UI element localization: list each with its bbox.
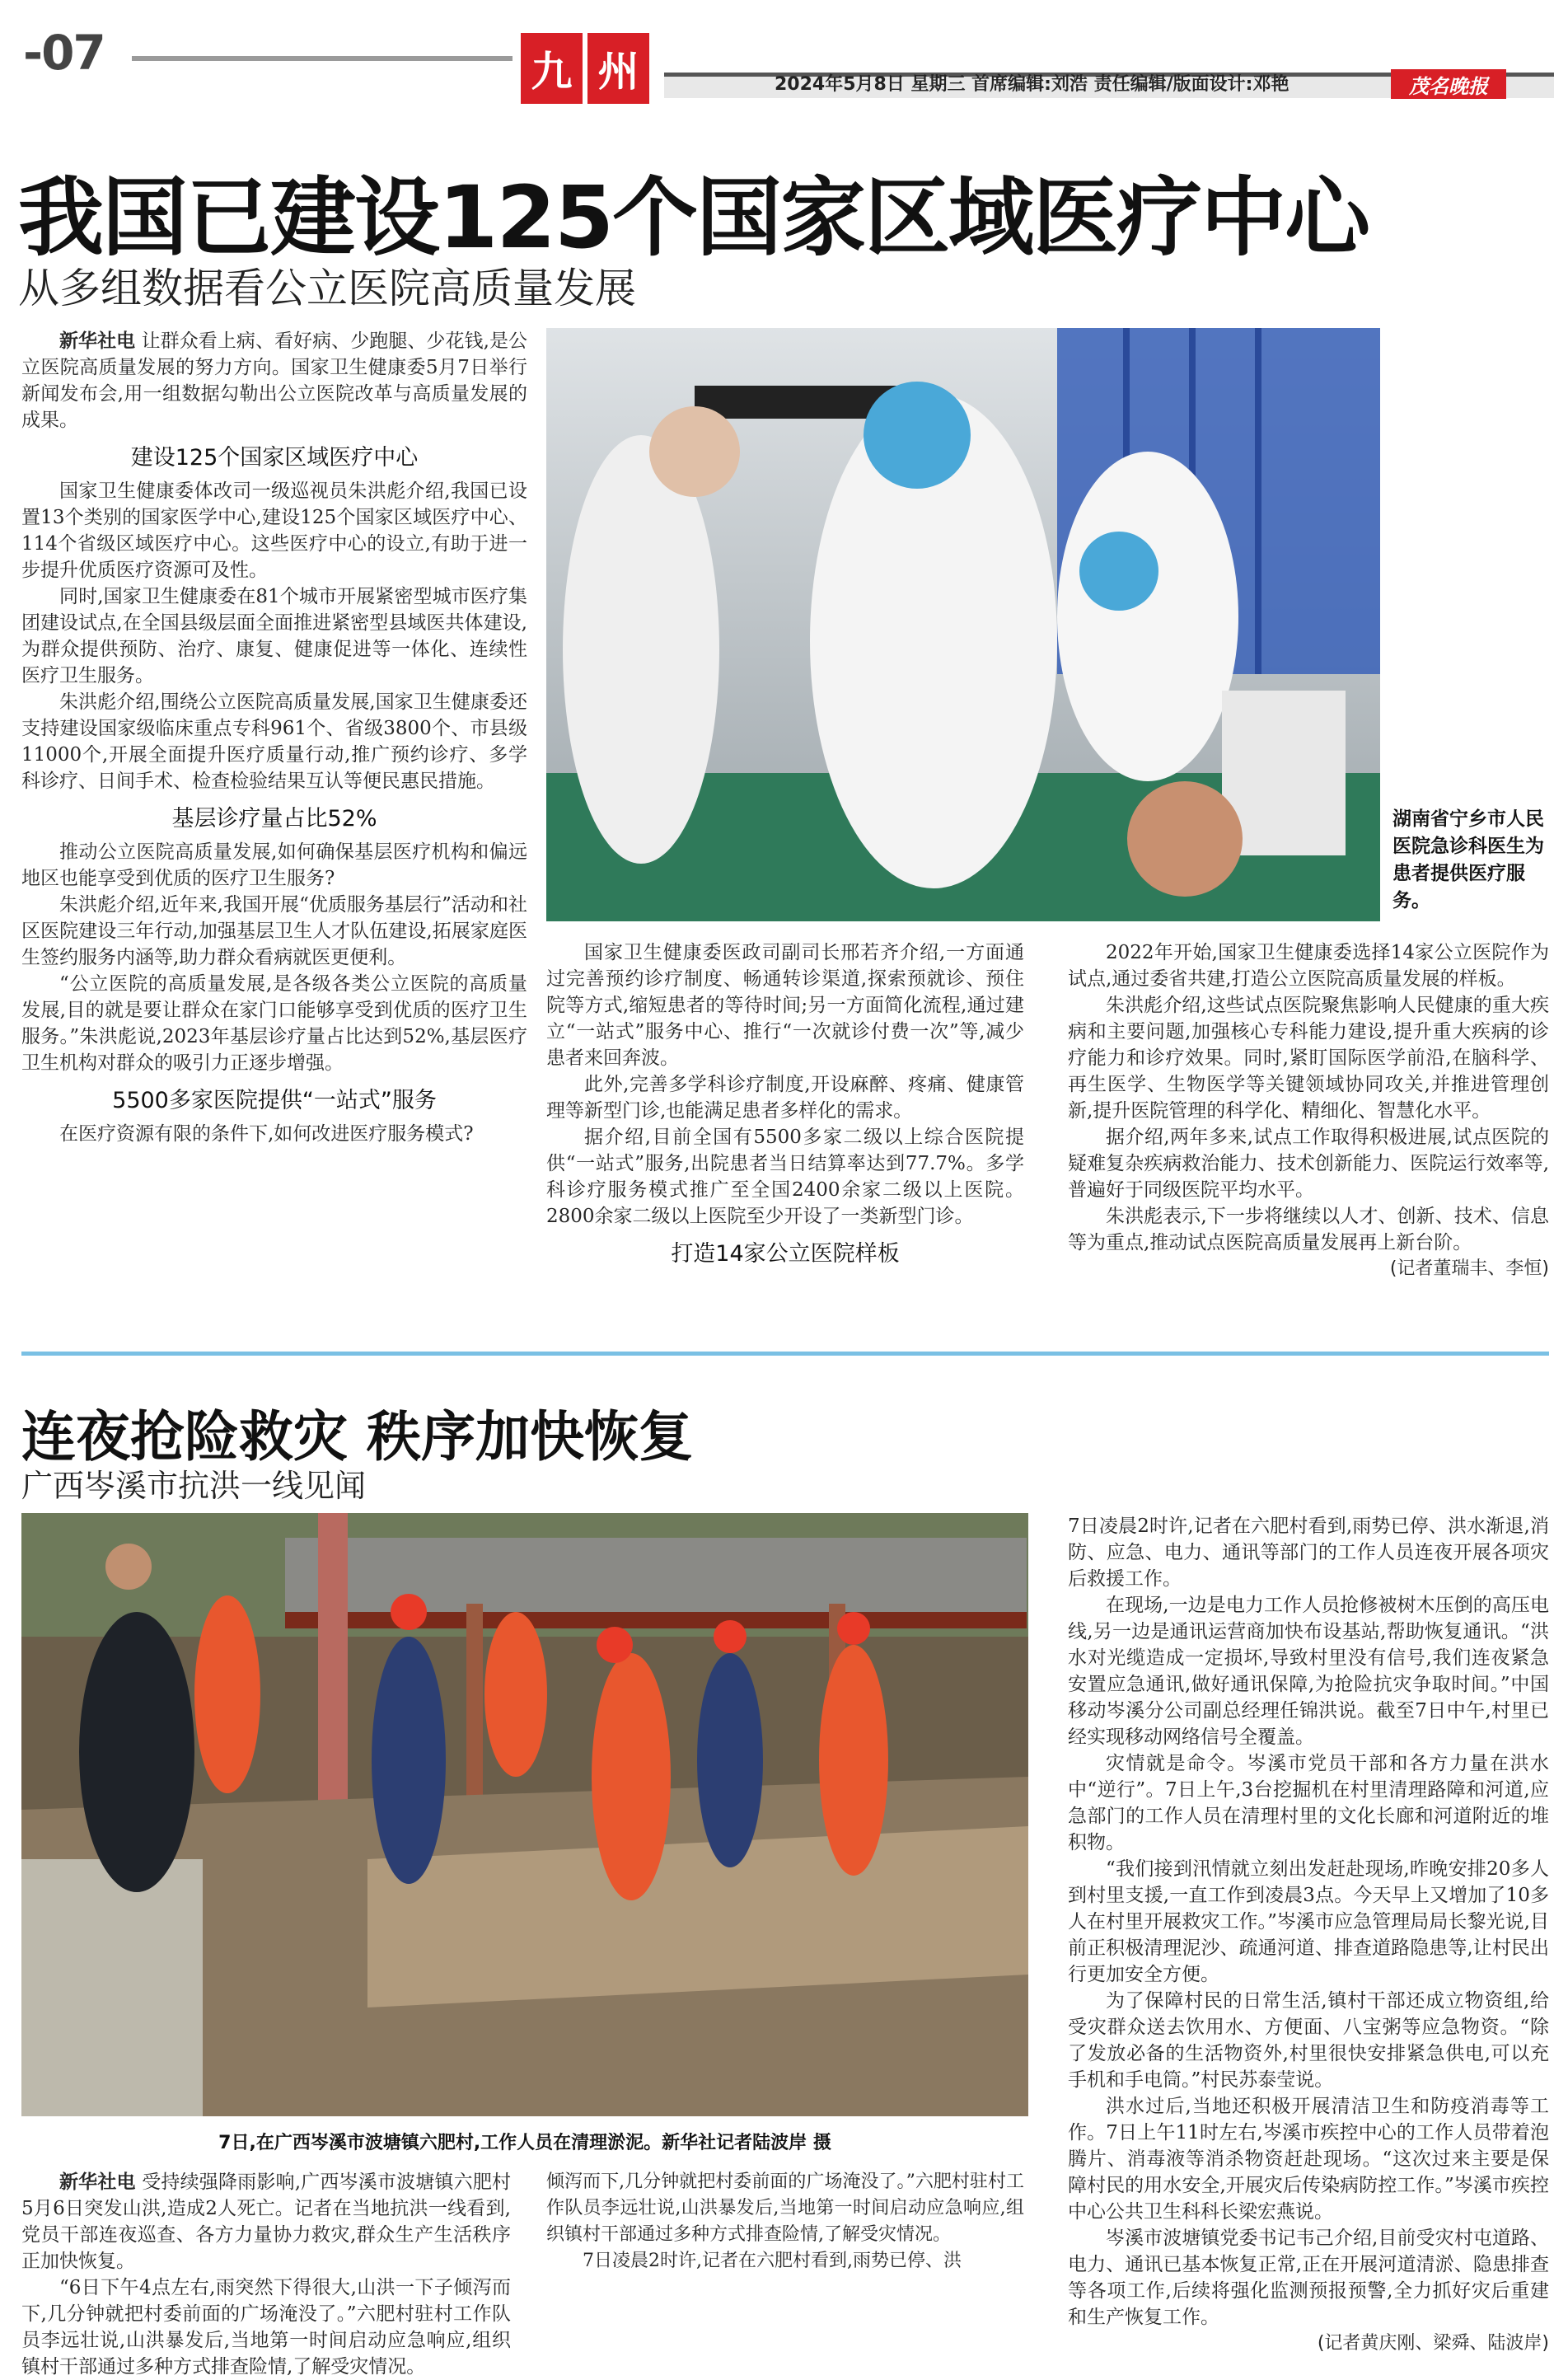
paragraph: 岑溪市波塘镇党委书记韦己介绍,目前受灾村屯道路、电力、通讯已基本恢复正常,正在开展河道清淤、隐患排查等各项工作,后续将强化监测预报预警,全力抓好灾后重建和生产恢复工作。 — [1068, 2228, 1549, 2328]
paragraph: 在医疗资源有限的条件下,如何改进医疗服务模式? — [59, 1123, 474, 1145]
paragraph: 此外,完善多学科诊疗制度,开设麻醉、疼痛、健康管理等新型门诊,也能满足患者多样化的需求。 — [546, 1074, 1024, 1122]
article2-lead-agency: 新华社电 — [59, 2172, 136, 2193]
article1-photo — [546, 328, 1380, 921]
article-divider — [21, 1352, 1549, 1356]
paragraph: 7日凌晨2时许,记者在六肥村看到,雨势已停、洪 — [583, 2251, 962, 2271]
article1-byline: (记者董瑞丰、李恒) — [1389, 1258, 1549, 1279]
article1-section4-title: 打造14家公立医院样板 — [671, 1241, 900, 1267]
paragraph: “6日下午4点左右,雨突然下得很大,山洪一下子倾泻而下,几分钟就把村委前面的广场淹没了。”六肥村驻村工作队员李远壮说,山洪暴发后,当地第一时间启动应急响应,组织镇村干部通过多种方式排查险情,了解受灾情况。 — [21, 2277, 511, 2378]
article1-photo-caption: 湖南省宁乡市人民医院急诊科医生为患者提供医疗服务。 — [1392, 808, 1544, 911]
paragraph: “我们接到汛情就立刻出发赶赴现场,昨晚安排20多人到村里支援,一直工作到凌晨3点。今天早上又增加了10多人在村里开展救灾工作。”岑溪市应急管理局局长黎光说,目前正积极清理泥沙、疏通河道、排查道路隐患等,让村民出行更加安全方便。 — [1068, 1858, 1549, 1985]
paragraph: 国家卫生健康委医政司副司长邢若齐介绍,一方面通过完善预约诊疗制度、畅通转诊渠道,探索预就诊、预住院等方式,缩短患者的等待时间;另一方面简化流程,通过建立“一站式”服务中心、推行“一次就诊付费一次”等,减少患者来回奔波。 — [546, 942, 1024, 1069]
flood-cleanup-scene-image — [21, 1513, 1028, 2116]
paragraph: 国家卫生健康委体改司一级巡视员朱洪彪介绍,我国已设置13个类别的国家医学中心,建设125个国家区域医疗中心、114个省级区域医疗中心。这些医疗中心的设立,有助于进一步提升优质医疗资源可及性。 — [21, 480, 527, 581]
page-number: -07 — [23, 25, 105, 81]
paragraph: 朱洪彪介绍,近年来,我国开展“优质服务基层行”活动和社区医院建设三年行动,加强基层卫生人才队伍建设,拓展家庭医生签约服务内涵等,助力群众看病就医更便利。 — [21, 894, 527, 968]
paragraph: 洪水过后,当地还积极开展清洁卫生和防疫消毒等工作。7日上午11时左右,岑溪市疾控中心的工作人员带着泡腾片、消毒液等消杀物资赶赴现场。“这次过来主要是保障村民的用水安全,开展灾后传染病防控工作。”岑溪市疾控中心公共卫生科科长梁宏燕说。 — [1068, 2096, 1549, 2223]
section-badge-char-2: 州 — [587, 33, 649, 104]
article2-subheadline: 广西岑溪市抗洪一线见闻 — [21, 1468, 367, 1504]
article1-section1-title: 建设125个国家区域医疗中心 — [130, 445, 419, 471]
paragraph: 朱洪彪表示,下一步将继续以人才、创新、技术、信息等为重点,推动试点医院高质量发展再上新台阶。 — [1068, 1206, 1549, 1253]
paragraph: 在现场,一边是电力工作人员抢修被树木压倒的高压电线,另一边是通讯运营商加快布设基站,帮助恢复通讯。“洪水对光缆造成一定损坏,导致村里没有信号,我们连夜紧急安置应急通讯,做好通讯保障,为抢险抗灾争取时间。”中国移动岑溪分公司副总经理任锦洪说。截至7日中午,村里已经实现移动网络信号全覆盖。 — [1068, 1595, 1549, 1748]
article2-column-2 — [546, 2169, 1024, 2317]
paragraph: 据介绍,目前全国有5500多家二级以上综合医院提供“一站式”服务,出院患者当日结算率达到77.7%。多学科诊疗服务模式推广至全国2400余家二级以上医院。2800余家二级以上医院至少开设了一类新型门诊。 — [546, 1127, 1024, 1227]
dateline: 2024年5月8日 星期三 首席编辑:刘浩 责任编辑/版面设计:邓艳 — [775, 74, 1290, 95]
masthead-logo: 茂名晚报 — [1391, 69, 1506, 99]
header-rule-left — [132, 56, 513, 61]
hospital-scene-image — [546, 328, 1380, 921]
article2-column-1 — [21, 2169, 512, 2378]
paragraph: 据介绍,两年多来,试点工作取得积极进展,试点医院的疑难复杂疾病救治能力、技术创新能力、医院运行效率等,普遍好于同级医院平均水平。 — [1068, 1127, 1549, 1201]
article1-headline: 我国已建设125个国家区域医疗中心 — [18, 167, 1369, 268]
paragraph: 灾情就是命令。岑溪市党员干部和各方力量在洪水中“逆行”。7日上午,3台挖掘机在村里清理路障和河道,应急部门的工作人员在清理村里的文化长廊和河道附近的堆积物。 — [1068, 1753, 1549, 1853]
paragraph: “公立医院的高质量发展,是各级各类公立医院的高质量发展,目的就是要让群众在家门口能够享受到优质的医疗卫生服务。”朱洪彪说,2023年基层诊疗量占比达到52%,基层医疗卫生机构对群众的吸引力正逐步增强。 — [21, 973, 527, 1074]
article1-column-1 — [21, 328, 527, 1147]
paragraph: 为了保障村民的日常生活,镇村干部还成立物资组,给受灾群众送去饮用水、方便面、八宝粥等应急物资。“除了发放必备的生活物资外,村里很快安排紧急供电,可以充手机和手电筒。”村民苏泰莹说。 — [1068, 1990, 1549, 2091]
paragraph: 朱洪彪介绍,围绕公立医院高质量发展,国家卫生健康委还支持建设国家级临床重点专科961个、省级3800个、市县级11000个,开展全面提升医疗质量行动,推广预约诊疗、多学科诊疗、日间手术、检查检验结果互认等便民惠民措施。 — [21, 691, 527, 792]
paragraph: 2022年开始,国家卫生健康委选择14家公立医院作为试点,通过委省共建,打造公立医院高质量发展的样板。 — [1068, 942, 1549, 990]
article1-column-2 — [546, 939, 1024, 1274]
article2-lead-text: 受持续强降雨影响,广西岑溪市波塘镇六肥村5月6日突发山洪,造成2人死亡。记者在当地抗洪一线看到,党员干部连夜巡查、各方力量协力救灾,群众生产生活秩序正加快恢复。 — [21, 2172, 512, 2272]
paragraph: 朱洪彪介绍,这些试点医院聚焦影响人民健康的重大疾病和主要问题,加强核心专科能力建设,提升重大疾病的诊疗能力和诊疗效果。同时,紧盯国际医学前沿,在脑科学、再生医学、生物医学等关键领域协同攻关,并推进管理创新,提升医院管理的科学化、精细化、智慧化水平。 — [1068, 995, 1549, 1122]
article1-lead-text: 让群众看上病、看好病、少跑腿、少花钱,是公立医院高质量发展的努力方向。国家卫生健康委5月7日举行新闻发布会,用一组数据勾勒出公立医院改革与高质量发展的成果。 — [21, 330, 528, 431]
article2-photo — [21, 1513, 1028, 2116]
article1-column-3 — [1068, 939, 1549, 1282]
article1-section3-title: 5500多家医院提供“一站式”服务 — [112, 1088, 437, 1113]
section-badge-char-1: 九 — [521, 33, 583, 104]
paragraph: 推动公立医院高质量发展,如何确保基层医疗机构和偏远地区也能享受到优质的医疗卫生服务? — [21, 841, 527, 889]
paragraph-continued: 倾泻而下,几分钟就把村委前面的广场淹没了。”六肥村驻村工作队员李远壮说,山洪暴发后,当地第一时间启动应急响应,组织镇村干部通过多种方式排查险情,了解受灾情况。 — [546, 2172, 1024, 2245]
section-badge — [521, 33, 649, 104]
article1-subheadline: 从多组数据看公立医院高质量发展 — [18, 265, 636, 312]
paragraph: 同时,国家卫生健康委在81个城市开展紧密型城市医疗集团建设试点,在全国县级层面全面推进紧密型县域医共体建设,为群众提供预防、治疗、康复、健康促进等一体化、连续性医疗卫生服务。 — [21, 586, 527, 686]
article2-photo-caption: 7日,在广西岑溪市波塘镇六肥村,工作人员在清理淤泥。新华社记者陆波岸 摄 — [218, 2133, 831, 2153]
article1-lead-agency: 新华社电 — [59, 330, 136, 352]
article1-section2-title: 基层诊疗量占比52% — [171, 806, 377, 832]
paragraph-continued: 7日凌晨2时许,记者在六肥村看到,雨势已停、洪水渐退,消防、应急、电力、通讯等部门的工作人员连夜开展各项灾后救援工作。 — [1068, 1516, 1549, 1590]
article2-headline: 连夜抢险救灾 秩序加快恢复 — [21, 1405, 693, 1469]
article2-column-3 — [1068, 1513, 1549, 2357]
article2-byline: (记者黄庆刚、梁舜、陆波岸) — [1317, 2333, 1549, 2354]
